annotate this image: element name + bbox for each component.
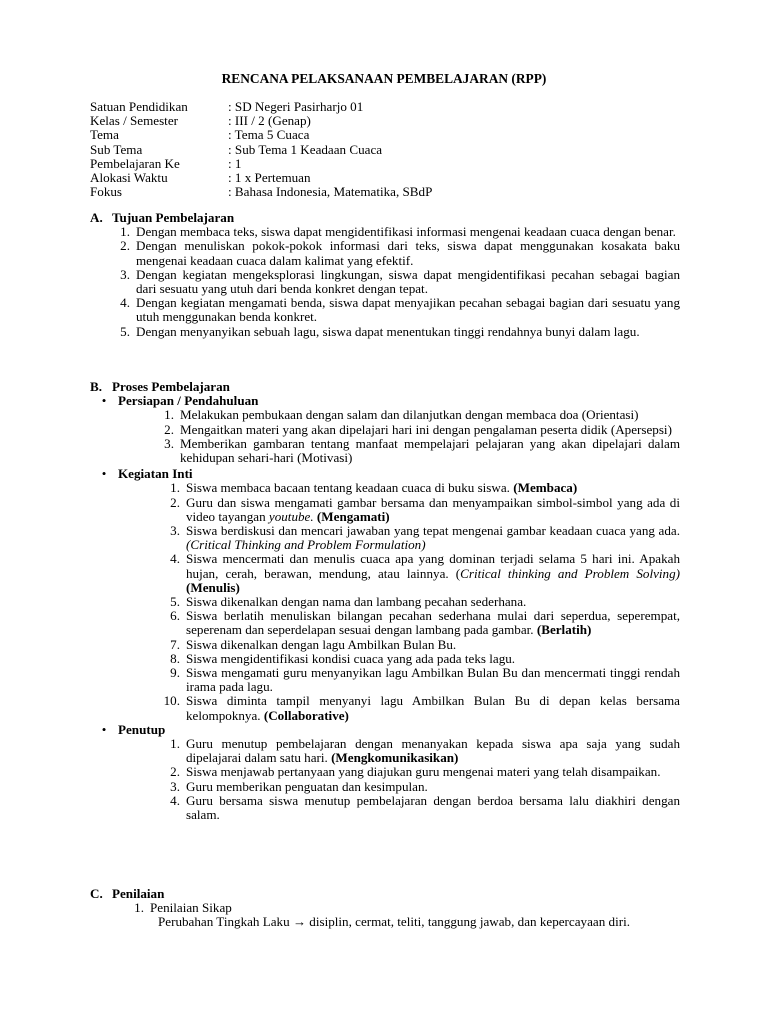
subsection-inti <box>90 467 680 481</box>
item-number: 10. <box>163 693 180 709</box>
text-segment: Guru bersama siswa menutup pembelajaran dengan berdoa bersama lalu diakhiri dengan salam. <box>186 792 680 823</box>
item-text: Dengan menuliskan pokok-pokok informasi dari teks, siswa dapat menggunakan kosakata baku mengenai keadaan cuaca dalam kalimat yang efektif. <box>136 238 680 268</box>
item-text <box>186 638 680 652</box>
section-heading <box>90 887 680 901</box>
text-segment: (Menulis) <box>186 579 240 595</box>
list-item <box>152 652 680 666</box>
item-text <box>186 524 680 552</box>
text-segment: (Critical Thinking and Problem Formulation) <box>186 537 426 553</box>
identity-value: : Tema 5 Cuaca <box>228 127 310 143</box>
item-number: 1. <box>120 224 130 240</box>
item-text <box>186 595 680 609</box>
item-text <box>186 481 680 495</box>
text-segment: Siswa menjawab pertanyaan yang diajukan guru mengenai materi yang telah disampaikan. <box>186 764 661 780</box>
item-number: 3. <box>170 523 180 539</box>
list-item <box>100 239 680 267</box>
identity-value: : SD Negeri Pasirharjo 01 <box>228 99 364 114</box>
subsection-persiapan <box>90 394 680 408</box>
item-number: 4. <box>170 792 180 808</box>
section-letter: B. <box>90 379 103 394</box>
item-text: Mengaitkan materi yang akan dipelajari hari ini dengan pengalaman peserta didik (Apersepsi) <box>180 421 672 437</box>
list-item <box>152 609 680 637</box>
penilaian-text: Perubahan Tingkah Laku → disiplin, cermat, teliti, tanggung jawab, dan kepercayaan diri. <box>158 914 630 930</box>
inti-list <box>152 481 680 722</box>
item-number: 4. <box>170 551 180 567</box>
subsection-penutup <box>90 723 680 737</box>
item-number: 9. <box>170 665 180 681</box>
item-number: 2. <box>170 494 180 510</box>
list-item <box>100 268 680 296</box>
identity-row <box>90 100 432 114</box>
item-text <box>186 552 680 595</box>
list-item <box>152 552 680 595</box>
item-number: 1. <box>170 480 180 496</box>
identity-row <box>90 128 432 142</box>
bullet-icon: • <box>101 393 107 409</box>
bullet-icon: • <box>101 466 107 482</box>
identity-label: Fokus <box>90 184 123 200</box>
text-segment: Siswa mengamati guru menyanyikan lagu Ambilkan Bulan Bu dan mencermati tinggi rendah irama pada lagu. <box>186 665 680 695</box>
section-title: Tujuan Pembelajaran <box>112 210 235 225</box>
identity-row <box>90 114 432 128</box>
item-text: Dengan membaca teks, siswa dapat mengidentifikasi informasi mengenai keadaan cuaca dengan benar. <box>136 224 676 240</box>
item-text <box>186 694 680 722</box>
identity-value: : Sub Tema 1 Keadaan Cuaca <box>228 141 383 157</box>
identity-row <box>90 185 432 199</box>
list-item <box>152 794 680 822</box>
identity-table <box>90 100 432 199</box>
item-number: 2. <box>120 238 130 254</box>
item-number: 3. <box>164 435 174 451</box>
item-text <box>186 794 680 822</box>
item-number: 5. <box>120 323 130 339</box>
section-letter: A. <box>90 210 103 225</box>
section-title: Proses Pembelajaran <box>112 379 230 394</box>
list-item <box>100 296 680 324</box>
list-item <box>140 423 680 437</box>
penutup-list <box>152 737 680 822</box>
text-segment: (Mengamati) <box>316 508 390 524</box>
list-item <box>152 694 680 722</box>
item-text <box>186 609 680 637</box>
subsection-title: Penutup <box>118 721 166 737</box>
document-title: RENCANA PELAKSANAAN PEMBELAJARAN (RPP) <box>221 71 547 86</box>
list-item <box>152 524 680 552</box>
item-number: 7. <box>170 636 180 652</box>
list-item <box>100 325 680 339</box>
bullet-icon: • <box>101 721 107 737</box>
text-segment: Siswa membaca bacaan tentang keadaan cuaca di buku siswa. <box>186 480 514 496</box>
item-text: Melakukan pembukaan dengan salam dan dilanjutkan dengan membaca doa (Orientasi) <box>180 407 639 423</box>
text-segment: Guru dan siswa mengamati gambar bersama dan menyampaikan simbol-simbol yang ada di video tayangan <box>186 494 680 524</box>
item-number: 3. <box>120 266 130 282</box>
item-text <box>186 765 680 779</box>
item-number: 1. <box>170 736 180 752</box>
item-number: 1. <box>134 900 144 916</box>
list-item <box>152 737 680 765</box>
list-item <box>140 408 680 422</box>
item-text: Memberikan gambaran tentang manfaat mempelajari pelajaran yang akan dipelajari dalam kehidupan sehari-hari (Motivasi) <box>180 435 680 466</box>
item-text: Dengan kegiatan mengamati benda, siswa dapat menyajikan pecahan sebagai bagian dari sesuatu yang utuh menggunakan benda konkret. <box>136 295 680 325</box>
persiapan-list <box>140 408 680 465</box>
list-item <box>152 638 680 652</box>
item-text <box>186 496 680 524</box>
identity-label: Alokasi Waktu <box>90 169 168 185</box>
identity-label: Pembelajaran Ke <box>90 155 180 171</box>
text-segment: Siswa dikenalkan dengan nama dan lambang pecahan sederhana. <box>186 594 527 610</box>
item-number: 3. <box>170 778 180 794</box>
item-text: Dengan menyanyikan sebuah lagu, siswa dapat menentukan tinggi rendahnya bunyi dalam lagu. <box>136 323 640 339</box>
item-text <box>186 737 680 765</box>
item-title: Penilaian Sikap <box>150 900 232 916</box>
identity-value: : 1 x Pertemuan <box>228 169 311 185</box>
item-text: Dengan kegiatan mengeksplorasi lingkungan, siswa dapat mengidentifikasi pecahan sebagai bagian dari sesuatu yang utuh dari benda konkret dengan tepat. <box>136 266 680 297</box>
text-segment: Siswa dikenalkan dengan lagu Ambilkan Bulan Bu. <box>186 636 457 652</box>
identity-label: Satuan Pendidikan <box>90 99 188 114</box>
text-segment: Siswa berlatih menuliskan bilangan pecahan sederhana mulai dari seperdua, seperempat, seperenam dan seperdelapan sesuai dengan lambang pada gambar. <box>186 608 680 638</box>
text-segment: Guru memberikan penguatan dan kesimpulan. <box>186 778 428 794</box>
list-item <box>100 225 680 239</box>
identity-row <box>90 157 432 171</box>
list-item <box>152 595 680 609</box>
item-text <box>186 780 680 794</box>
section-tujuan <box>90 211 680 339</box>
item-number: 2. <box>164 421 174 437</box>
section-heading <box>90 380 680 394</box>
tujuan-list <box>100 225 680 339</box>
item-number: 4. <box>120 295 130 311</box>
item-text <box>186 666 680 694</box>
identity-label: Kelas / Semester <box>90 113 178 129</box>
text-segment: Guru menutup pembelajaran dengan menanyakan kepada siswa apa saja yang sudah dipelajarai dalam satu hari. <box>186 736 680 766</box>
text-segment: Siswa mengidentifikasi kondisi cuaca yang ada pada teks lagu. <box>186 650 516 666</box>
identity-label: Tema <box>90 127 119 143</box>
item-number: 1. <box>164 407 174 423</box>
list-item <box>140 437 680 465</box>
section-heading <box>90 211 680 225</box>
section-title: Penilaian <box>112 886 165 901</box>
list-item <box>152 481 680 495</box>
text-segment: Siswa mencermati dan menulis cuaca apa yang dominan terjadi selama 5 hari ini. Apakah hujan, cerah, berawan, mendung, atau lainnya. ( <box>186 551 680 581</box>
list-item <box>152 666 680 694</box>
text-segment: (Mengkomunikasikan) <box>331 750 459 766</box>
identity-label: Sub Tema <box>90 141 143 157</box>
text-segment: (Berlatih) <box>536 622 592 638</box>
identity-value: : Bahasa Indonesia, Matematika, SBdP <box>228 184 433 200</box>
item-number: 2. <box>170 764 180 780</box>
penilaian-item <box>122 901 680 915</box>
list-item <box>152 496 680 524</box>
item-number: 8. <box>170 650 180 666</box>
subsection-title: Persiapan / Pendahuluan <box>118 393 259 409</box>
text-segment: Critical thinking and Problem Solving) <box>460 565 680 581</box>
section-letter: C. <box>90 886 103 901</box>
identity-value: : 1 <box>228 155 242 171</box>
text-segment: (Membaca) <box>513 480 578 496</box>
list-item <box>152 765 680 779</box>
section-proses <box>90 380 680 822</box>
text-segment: (Collaborative) <box>263 707 349 723</box>
identity-value: : III / 2 (Genap) <box>228 113 311 129</box>
section-penilaian <box>90 887 680 930</box>
text-segment: Siswa berdiskusi dan mencari jawaban yang tepat mengenai gambar keadaan cuaca yang ada. <box>186 523 680 539</box>
list-item <box>152 780 680 794</box>
identity-row <box>90 171 432 185</box>
item-number: 5. <box>170 594 180 610</box>
item-text <box>186 652 680 666</box>
identity-row <box>90 143 432 157</box>
subsection-title: Kegiatan Inti <box>118 466 193 482</box>
text-segment: Siswa diminta tampil menyanyi lagu Ambilkan Bulan Bu di depan kelas bersama kelompoknya. <box>186 693 680 723</box>
text-segment: youtube. <box>268 508 314 524</box>
item-number: 6. <box>170 608 180 624</box>
